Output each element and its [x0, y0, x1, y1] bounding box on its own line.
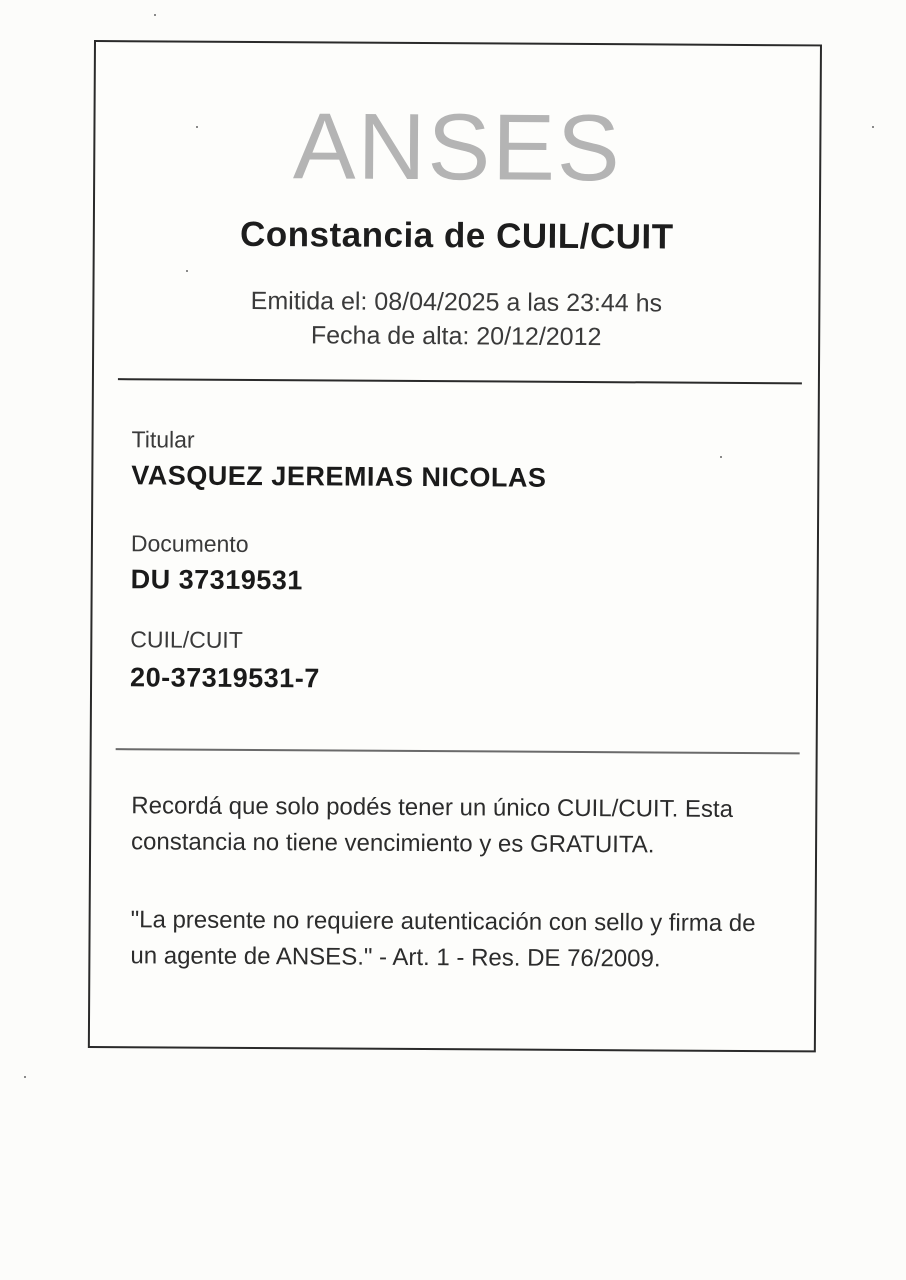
cuil-certificate-card — [88, 40, 822, 1052]
scan-speck — [24, 1076, 26, 1078]
scan-speck — [196, 126, 198, 128]
scan-speck — [186, 270, 188, 272]
document-title: Constancia de CUIL/CUIT — [239, 214, 674, 257]
bottom-divider — [116, 748, 800, 754]
scan-speck — [720, 456, 722, 458]
legal-note: "La presente no requiere autenticación con sello y firma de un agente de ANSES." - Art. 1 - Res. DE 76/2009. — [130, 906, 756, 973]
documento-label: Documento — [130, 530, 249, 557]
scan-speck — [154, 14, 156, 16]
titular-value: VASQUEZ JEREMIAS NICOLAS — [131, 460, 547, 493]
top-divider — [118, 378, 802, 384]
anses-logo: ANSES — [292, 93, 623, 201]
issued-date: Emitida el: 08/04/2025 a las 23:44 hs — [250, 286, 663, 318]
documento-value: DU 37319531 — [130, 564, 303, 596]
cuil-label: CUIL/CUIT — [130, 626, 243, 653]
titular-label: Titular — [131, 426, 195, 453]
registration-date: Fecha de alta: 20/12/2012 — [310, 321, 602, 352]
scan-speck — [872, 126, 874, 128]
cuil-value: 20-37319531-7 — [130, 662, 320, 694]
reminder-note: Recordá que solo podés tener un único CUIL/CUIT. Esta constancia no tiene vencimiento y es GRATUITA. — [131, 792, 734, 859]
